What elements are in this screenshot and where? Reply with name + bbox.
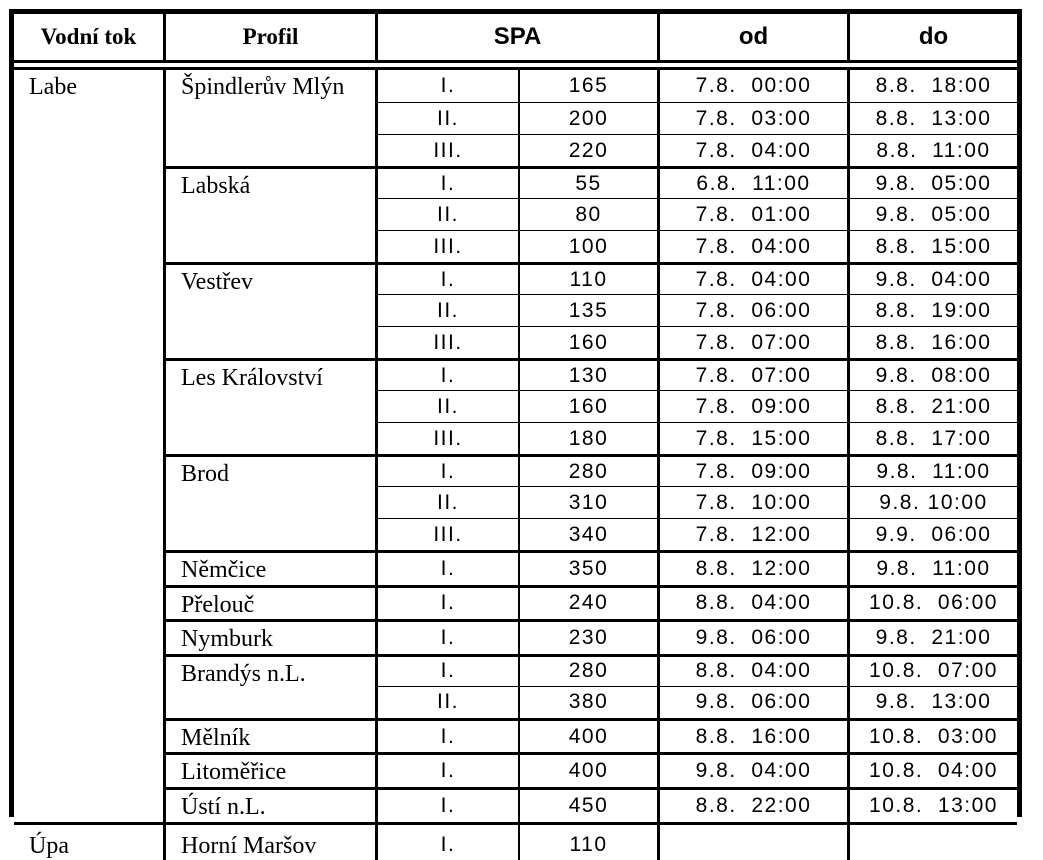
header-do: do — [918, 23, 949, 50]
od-cell: 7.8. 04:00 — [660, 230, 850, 262]
spa-value-cell: 280 — [520, 654, 660, 686]
spa-value-cell: 230 — [520, 619, 660, 654]
spa-level-cell: II. — [378, 686, 520, 718]
spa-value-cell: 160 — [520, 326, 660, 358]
profile-cell: Přelouč — [166, 585, 378, 620]
profile-cell: Labská — [166, 166, 378, 262]
spa-value-cell: 350 — [520, 550, 660, 585]
profile-cell: Brandýs n.L. — [166, 654, 378, 718]
spa-value-cell: 400 — [520, 718, 660, 753]
spa-value-cell: 55 — [520, 166, 660, 198]
spa-table-frame — [9, 9, 1022, 859]
od-cell: 7.8. 06:00 — [660, 294, 850, 326]
header-spa: SPA — [378, 14, 660, 60]
spa-value-cell: 450 — [520, 787, 660, 822]
spa-level-cell: I. — [378, 585, 520, 620]
do-cell: 8.8. 19:00 — [850, 294, 1017, 326]
spa-level-cell: I. — [378, 358, 520, 390]
do-cell: 10.8. 04:00 — [850, 752, 1017, 787]
spa-level-cell: I. — [378, 619, 520, 654]
do-cell: 8.8. 21:00 — [850, 390, 1017, 422]
spa-value-cell: 160 — [520, 390, 660, 422]
spa-level-cell: II. — [378, 198, 520, 230]
do-cell: 9.8. 11:00 — [850, 454, 1017, 486]
profile-cell: Nymburk — [166, 619, 378, 654]
do-cell: 10.8. 06:00 — [850, 585, 1017, 620]
spa-level-cell: III. — [378, 422, 520, 454]
do-cell: 9.8. 04:00 — [850, 262, 1017, 294]
profile-cell: Ústí n.L. — [166, 787, 378, 822]
do-cell: 9.8. 21:00 — [850, 619, 1017, 654]
profile-cell: Brod — [166, 454, 378, 550]
profile-cell: Les Království — [166, 358, 378, 454]
do-cell: 9.8. 05:00 — [850, 166, 1017, 198]
do-cell: 8.8. 17:00 — [850, 422, 1017, 454]
double-line-rule — [14, 60, 1017, 70]
do-cell: 9.9. 06:00 — [850, 518, 1017, 550]
spa-level-cell: II. — [378, 390, 520, 422]
od-cell: 7.8. 04:00 — [660, 134, 850, 166]
od-cell: 7.8. 07:00 — [660, 358, 850, 390]
spa-level-cell: I. — [378, 550, 520, 585]
do-cell: 9.8. 13:00 — [850, 686, 1017, 718]
spa-level-cell: I. — [378, 454, 520, 486]
header-double-line — [14, 60, 1017, 70]
spa-value-cell: 100 — [520, 230, 660, 262]
do-cell: 8.8. 13:00 — [850, 102, 1017, 134]
spa-level-cell: I. — [378, 70, 520, 102]
do-cell: 8.8. 15:00 — [850, 230, 1017, 262]
od-cell: 8.8. 04:00 — [660, 654, 850, 686]
od-cell: 8.8. 12:00 — [660, 550, 850, 585]
spa-value-cell: 110 — [520, 822, 660, 860]
spa-level-cell: II. — [378, 294, 520, 326]
od-cell: 9.8. 06:00 — [660, 686, 850, 718]
spa-level-cell: III. — [378, 230, 520, 262]
header-row — [14, 14, 1017, 60]
profile-cell: Litoměřice — [166, 752, 378, 787]
od-cell: 8.8. 22:00 — [660, 787, 850, 822]
do-cell — [850, 822, 1017, 860]
spa-level-cell: III. — [378, 134, 520, 166]
od-cell: 7.8. 07:00 — [660, 326, 850, 358]
profile-cell: Horní Maršov — [166, 822, 378, 860]
do-cell: 9.8. 10:00 — [850, 486, 1017, 518]
spa-value-cell: 135 — [520, 294, 660, 326]
spa-value-cell: 280 — [520, 454, 660, 486]
spa-value-cell: 110 — [520, 262, 660, 294]
spa-level-cell: I. — [378, 718, 520, 753]
od-cell: 7.8. 15:00 — [660, 422, 850, 454]
spa-value-cell: 165 — [520, 70, 660, 102]
od-cell: 8.8. 04:00 — [660, 585, 850, 620]
table-row — [14, 70, 1017, 102]
spa-level-cell: I. — [378, 752, 520, 787]
spa-table — [14, 14, 1017, 860]
profile-cell: Němčice — [166, 550, 378, 585]
od-cell: 7.8. 10:00 — [660, 486, 850, 518]
spa-level-cell: I. — [378, 787, 520, 822]
spa-level-cell: II. — [378, 102, 520, 134]
spa-value-cell: 240 — [520, 585, 660, 620]
header-od: od — [660, 14, 850, 60]
table-row — [14, 822, 1017, 860]
od-cell: 7.8. 09:00 — [660, 390, 850, 422]
od-cell: 8.8. 16:00 — [660, 718, 850, 753]
od-cell: 6.8. 11:00 — [660, 166, 850, 198]
od-cell: 9.8. 06:00 — [660, 619, 850, 654]
od-cell: 9.8. 04:00 — [660, 752, 850, 787]
spa-value-cell: 130 — [520, 358, 660, 390]
spa-level-cell: I. — [378, 822, 520, 860]
do-cell: 8.8. 11:00 — [850, 134, 1017, 166]
spa-level-cell: I. — [378, 654, 520, 686]
od-cell: 7.8. 04:00 — [660, 262, 850, 294]
od-cell: 7.8. 12:00 — [660, 518, 850, 550]
header-profil: Profil — [166, 14, 378, 60]
spa-value-cell: 340 — [520, 518, 660, 550]
do-cell: 8.8. 16:00 — [850, 326, 1017, 358]
profile-cell: Vestřev — [166, 262, 378, 358]
spa-level-cell: I. — [378, 166, 520, 198]
spa-value-cell: 380 — [520, 686, 660, 718]
do-cell: 10.8. 03:00 — [850, 718, 1017, 753]
spa-value-cell: 200 — [520, 102, 660, 134]
spa-value-cell: 180 — [520, 422, 660, 454]
od-cell: 7.8. 00:00 — [660, 70, 850, 102]
od-cell: 7.8. 09:00 — [660, 454, 850, 486]
do-cell: 9.8. 11:00 — [850, 550, 1017, 585]
od-cell: 7.8. 03:00 — [660, 102, 850, 134]
spa-value-cell: 220 — [520, 134, 660, 166]
river-cell: Úpa — [14, 822, 166, 860]
profile-cell: Mělník — [166, 718, 378, 753]
do-cell: 10.8. 13:00 — [850, 787, 1017, 822]
od-cell: 7.8. 01:00 — [660, 198, 850, 230]
header-vodni-tok: Vodní tok — [14, 14, 166, 60]
do-cell: 8.8. 18:00 — [875, 74, 992, 97]
spa-level-cell: II. — [378, 486, 520, 518]
spa-level-cell: I. — [378, 262, 520, 294]
river-cell: Labe — [14, 70, 166, 822]
profile-cell: Špindlerův Mlýn — [166, 70, 378, 166]
spa-value-cell: 80 — [520, 198, 660, 230]
spa-value-cell: 400 — [520, 752, 660, 787]
od-cell — [660, 822, 850, 860]
spa-level-cell: III. — [378, 518, 520, 550]
do-cell: 9.8. 05:00 — [850, 198, 1017, 230]
spa-value-cell: 310 — [520, 486, 660, 518]
spa-level-cell: III. — [378, 326, 520, 358]
do-cell: 9.8. 08:00 — [850, 358, 1017, 390]
do-cell: 10.8. 07:00 — [850, 654, 1017, 686]
